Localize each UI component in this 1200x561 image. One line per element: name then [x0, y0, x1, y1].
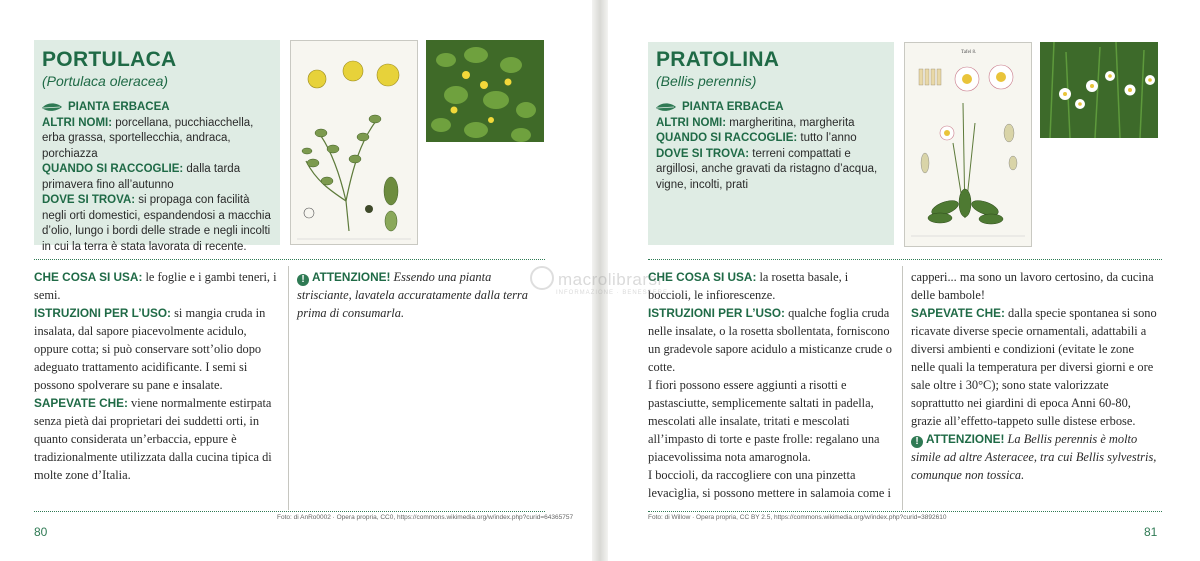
column-rule — [288, 266, 289, 510]
page-right — [604, 0, 1200, 561]
istruzioni — [648, 304, 894, 376]
page-left — [0, 0, 596, 561]
che-cosa-si-usa — [34, 268, 280, 304]
page-number: 81 — [1144, 525, 1158, 539]
dove-trova — [42, 193, 274, 255]
che-text: le foglie e i gambi teneri, i semi. — [34, 270, 277, 302]
bellis-illustration — [905, 43, 1031, 246]
istr-text: si mangia cruda in insalata, dal sapore piacevolmente acidulo, oppure cotta; si può conservare sott’olio dopo adeguato trattamento acidificante. I semi si possono spolverare su pane e insalate. — [34, 306, 266, 392]
footer-divider — [648, 511, 1162, 512]
leaf-icon — [656, 103, 676, 112]
istr-label: ISTRUZIONI PER L’USO: — [648, 306, 785, 320]
watermark-sub: INFORMAZIONE · BENESSERE — [556, 290, 669, 296]
che-label: CHE COSA SI USA: — [648, 270, 757, 284]
altri-nomi-text: porcellana, pucchiacchella, erba grassa, sportellecchia, andraca, porchiazza — [42, 116, 254, 160]
altri-nomi-text: margheritina, margherita — [726, 116, 855, 129]
plant-type-label: PIANTA ERBACEA — [682, 101, 784, 113]
bellis-photo — [1040, 42, 1158, 138]
photo-credit: Foto: di Willow · Opera propria, CC BY 2.5, https://commons.wikimedia.org/w/index.php?curid=3892610 — [648, 514, 947, 521]
quando-label: QUANDO SI RACCOGLIE: — [42, 163, 184, 175]
sapevate-che — [34, 394, 280, 484]
che-cosa-si-usa — [648, 268, 894, 304]
leaf-icon — [42, 103, 62, 112]
plant-title: PORTULACA — [42, 48, 177, 71]
attention-text: La Bellis perennis è molto simile ad altre Asteracee, tra cui Bellis sylvestris, comunque non tossica. — [911, 432, 1157, 482]
watermark-name: macrolibrarsi — [558, 270, 662, 289]
istruzioni — [34, 304, 280, 394]
quando-label: QUANDO SI RACCOGLIE: — [656, 132, 798, 144]
plant-type — [42, 100, 274, 116]
usage-column — [34, 268, 280, 484]
altri-nomi — [656, 116, 888, 132]
info-box — [648, 42, 894, 245]
attention-label: ATTENZIONE! — [312, 270, 391, 284]
botanical-plate-image — [290, 40, 418, 245]
usage-column — [648, 268, 894, 502]
istr-text: qualche foglia cruda nelle insalate, o la rosetta sbollentata, forniscono un gradevole sapore acidulo a misticanze crude o cotte. — [648, 306, 892, 374]
photo-credit: Foto: di AnRo0002 · Opera propria, CC0, https://commons.wikimedia.org/w/index.php?curid=64365757 — [277, 514, 574, 521]
watermark — [530, 266, 668, 296]
dove-text: si propaga con facilità negli orti domestici, espandendosi a macchia d’olio, lungo i bordi delle strade e negli incolti in cui la terra è stata lavorata di recente. — [42, 194, 271, 253]
info-box — [34, 40, 280, 253]
section-divider — [34, 259, 545, 260]
boccioli-paragraph: I boccioli, da raccogliere con una pinzetta levacìglia, si possono mettere in salamoia come i — [648, 468, 891, 500]
quando-raccoglie — [42, 162, 274, 193]
altri-nomi-label: ALTRI NOMI: — [42, 116, 113, 129]
plant-type — [656, 100, 888, 116]
dove-label: DOVE SI TROVA: — [656, 147, 750, 160]
plant-latin-name: (Portulaca oleracea) — [42, 73, 169, 89]
dove-text: terreni compattati e argillosi, anche gravati da ristagno d’acqua, vigne, incolti, prati — [656, 147, 878, 191]
warning-icon: ! — [297, 274, 309, 286]
section-divider — [648, 259, 1162, 260]
portulaca-photo — [426, 40, 544, 142]
plant-title: PRATOLINA — [656, 48, 780, 71]
page-number: 80 — [34, 525, 48, 539]
sapevate-che — [911, 304, 1159, 430]
plant-latin-name: (Bellis perennis) — [656, 73, 757, 89]
che-label: CHE COSA SI USA: — [34, 270, 143, 284]
portulaca-illustration — [291, 41, 417, 244]
column-rule — [902, 266, 903, 510]
warning-icon: ! — [911, 436, 923, 448]
quando-text: tutto l’anno — [797, 132, 857, 144]
bellis-photo-art — [1040, 42, 1158, 138]
footer-divider — [34, 511, 545, 512]
fiori-paragraph: I fiori possono essere aggiunti a risotti e pastasciutte, semplicemente saltati in padella, mescolati alle insalate, tritati e mescolati all’impasto di torte e paste frolle: regalano una piacevolissima nota amarognola. — [648, 378, 880, 464]
che-text: la rosetta basale, i boccioli, le infiorescenze. — [648, 270, 849, 302]
quando-text: dalla tarda primavera fino all’autunno — [42, 163, 241, 191]
plant-type-label: PIANTA ERBACEA — [68, 101, 170, 113]
sap-text: dalla specie spontanea si sono ricavate diverse specie ornamentali, adattabili a diversi ambienti e condizioni (evitate le zone nelle quali la temperatura per diversi giorni e ore sale oltre i 30°C); sono state valorizzate soprattutto nei giardini di epoca Anni 60-80, grazie all’effetto-tappeto sulle distese erbose. — [911, 306, 1157, 428]
altri-nomi-label: ALTRI NOMI: — [656, 116, 727, 129]
botanical-plate-image — [904, 42, 1032, 247]
attention-note — [911, 430, 1159, 484]
attention-text: Essendo una pianta strisciante, lavatela accuratamente dalla terra prima di consumarla. — [297, 270, 528, 320]
sap-label: SAPEVATE CHE: — [34, 396, 128, 410]
attention-label: ATTENZIONE! — [926, 432, 1005, 446]
right-column — [911, 268, 1159, 484]
plate-label: Tafel 8. — [961, 50, 977, 55]
sap-label: SAPEVATE CHE: — [911, 306, 1005, 320]
dove-label: DOVE SI TROVA: — [42, 194, 136, 206]
dove-trova — [656, 147, 888, 194]
capperi-paragraph: capperi... ma sono un lavoro certosino, da cucina delle bambole! — [911, 270, 1154, 302]
sap-text: viene normalmente estirpata senza pietà dai proprietari dei suddetti orti, in quanto considerata un’erbaccia, eppure è tradizionalmente utilizzata dalla cucina tipica di molte zone d’Italia. — [34, 396, 272, 482]
quando-raccoglie — [656, 131, 888, 147]
istr-label: ISTRUZIONI PER L’USO: — [34, 306, 171, 320]
watermark-logo-icon — [530, 266, 554, 290]
attention-column — [297, 268, 545, 322]
portulaca-photo-art — [426, 40, 544, 142]
altri-nomi — [42, 116, 274, 163]
